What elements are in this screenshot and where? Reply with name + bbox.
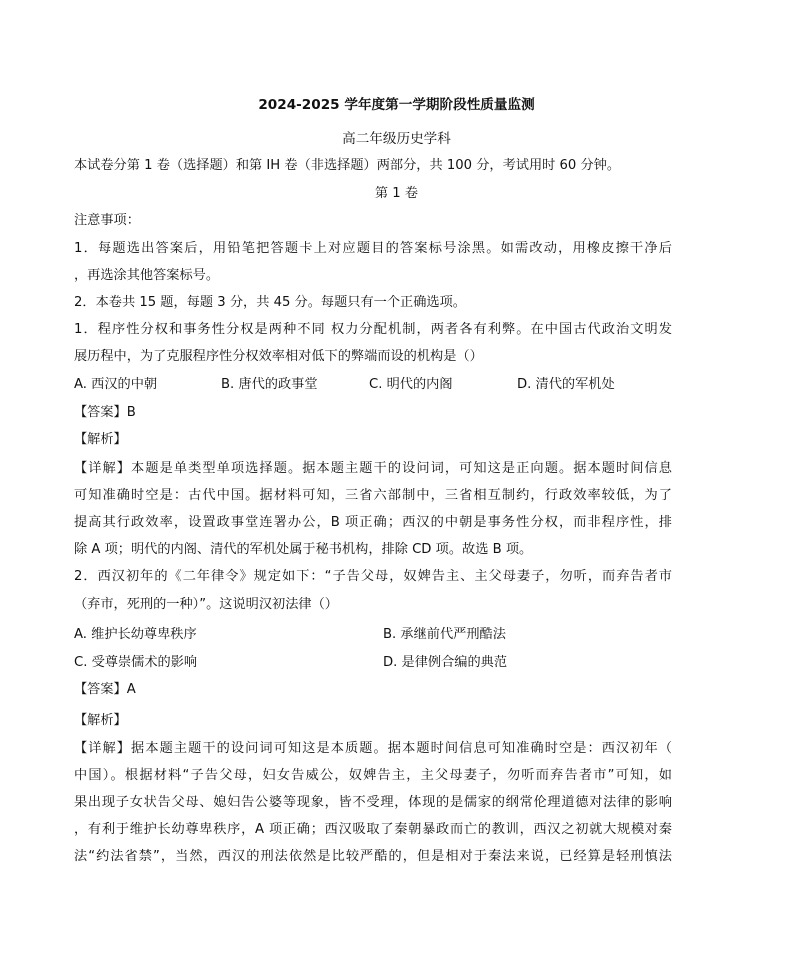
question-2-option-a: A. 维护长幼尊卑秩序 xyxy=(74,627,197,642)
question-1-analysis-heading: 【解析】 xyxy=(74,432,127,447)
question-1-detail-line: 除 A 项；明代的内阁、清代的军机处属于秘书机构，排除 CD 项。故选 B 项。 xyxy=(74,542,533,557)
question-2-detail-line: 果出现子女状告父母、媳妇告公婆等现象，皆不受理，体现的是儒家的纲常伦理道德对法律的影响 xyxy=(74,795,672,810)
question-1-detail-line: 【详解】本题是单类型单项选择题。据本题主题干的设问词，可知这是正向题。据本题时间信息 xyxy=(74,461,672,476)
question-2-option-c: C. 受尊崇儒术的影响 xyxy=(74,655,198,670)
question-1-detail-line: 提高其行政效率，设置政事堂连署办公，B 项正确；西汉的中朝是事务性分权，而非程序性，排 xyxy=(74,515,672,530)
question-1-detail-line: 可知准确时空是：古代中国。据材料可知，三省六部制中，三省相互制约，行政效率较低，为了 xyxy=(74,488,672,503)
notes-heading: 注意事项： xyxy=(74,213,140,228)
exam-intro: 本试卷分第 1 卷（选择题）和第 IH 卷（非选择题）两部分，共 100 分，考试用时 60 分钟。 xyxy=(74,158,621,173)
question-2-analysis-heading: 【解析】 xyxy=(74,713,127,728)
volume-heading: 第 1 卷 xyxy=(374,186,419,201)
question-2-line-1: 2．西汉初年的《二年律令》规定如下：“子告父母，奴婢告主、主父母妻子，勿听，而弃告者市 xyxy=(74,569,672,584)
notes-item-2: 2．本卷共 15 题，每题 3 分，共 45 分。每题只有一个正确选项。 xyxy=(74,295,466,310)
question-2-detail-line: 中国）。根据材料“子告父母，妇女告威公，奴婢告主，主父母妻子，勿听而弃告者市”可知，如 xyxy=(74,768,672,783)
question-1-option-a: A. 西汉的中朝 xyxy=(74,377,158,392)
question-2-detail-line: 法“约法省禁”，当然，西汉的刑法依然是比较严酷的，但是相对于秦法来说，已经算是轻刑慎法 xyxy=(74,849,672,864)
notes-item-1-line-1: 1．每题选出答案后，用铅笔把答题卡上对应题目的答案标号涂黑。如需改动，用橡皮擦干净后 xyxy=(74,241,672,256)
question-2-option-b: B. 承继前代严刑酷法 xyxy=(383,627,506,642)
question-2-detail-line: ，有利于维护长幼尊卑秩序，A 项正确；西汉吸取了秦朝暴政而亡的教训，西汉之初就大规模对秦 xyxy=(74,822,672,837)
notes-item-1-line-2: ，再选涂其他答案标号。 xyxy=(74,268,220,283)
question-1-option-c: C. 明代的内阁 xyxy=(369,377,453,392)
question-1-answer: 【答案】B xyxy=(74,405,136,420)
question-1-line-1: 1．程序性分权和事务性分权是两种不同 权力分配机制，两者各有利弊。在中国古代政治文明发 xyxy=(74,322,672,337)
question-2-line-2: （弃市，死刑的一种）”。这说明汉初法律（） xyxy=(74,597,338,612)
exam-subtitle: 高二年级历史学科 xyxy=(342,131,451,147)
question-1-option-b: B. 唐代的政事堂 xyxy=(221,377,318,392)
question-2-answer: 【答案】A xyxy=(74,682,136,697)
question-1-option-d: D. 清代的军机处 xyxy=(517,377,615,392)
question-2-detail-line: 【详解】据本题主题干的设问词可知这是本质题。据本题时间信息可知准确时空是：西汉初年（ xyxy=(74,741,672,756)
question-2-option-d: D. 是律例合编的典范 xyxy=(383,655,508,670)
question-1-line-2: 展历程中，为了克服程序性分权效率相对低下的弊端而设的机构是（） xyxy=(74,349,483,364)
exam-title: 2024-2025 学年度第一学期阶段性质量监测 xyxy=(258,97,535,113)
